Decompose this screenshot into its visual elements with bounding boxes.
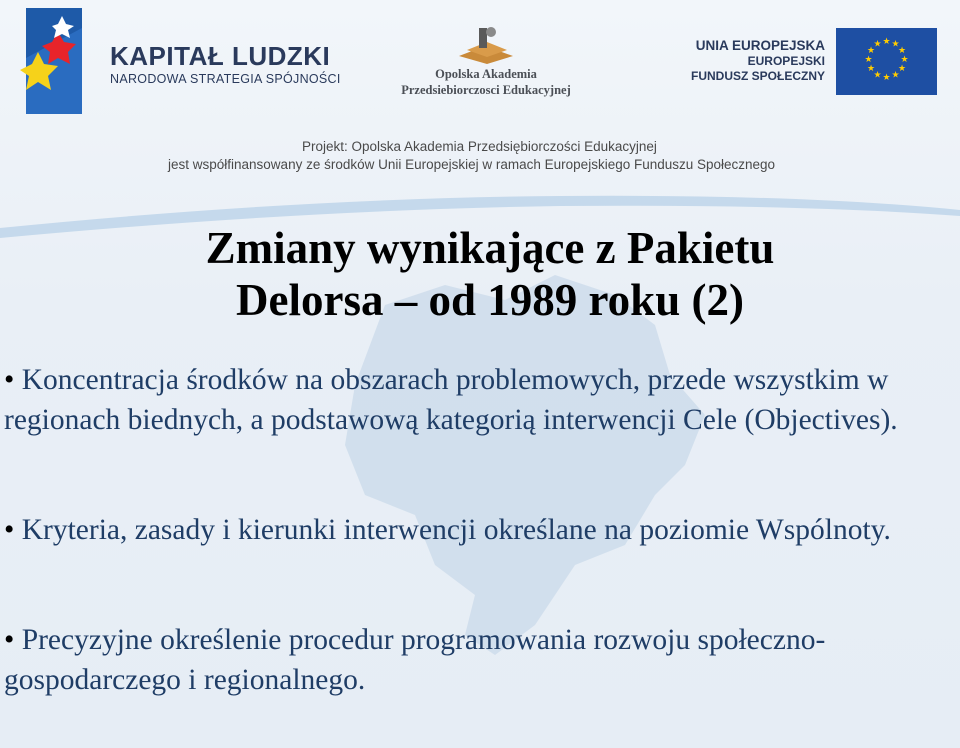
academy-logo [455, 26, 515, 68]
eu-fund-label-line2: FUNDUSZ SPOŁECZNY [690, 69, 825, 83]
kapital-ludzki-title: KAPITAŁ LUDZKI [110, 41, 331, 71]
bullet-item [4, 510, 956, 550]
svg-text:★: ★ [891, 70, 900, 81]
bullet-marker: • [4, 514, 15, 546]
project-statement-line2: jest współfinansowany ze środków Unii Europejskiej w ramach Europejskiego Funduszu Społecznego [168, 157, 776, 172]
svg-text:★: ★ [866, 46, 876, 56]
svg-text:★: ★ [897, 64, 907, 74]
bullet-item [4, 620, 956, 700]
svg-text:★: ★ [882, 37, 891, 47]
eu-flag-icon [836, 28, 937, 95]
eu-fund-label-line1: EUROPEJSKI [747, 54, 825, 68]
bullet-item [4, 360, 956, 440]
svg-text:★: ★ [873, 39, 882, 50]
svg-text:★: ★ [866, 64, 876, 74]
bullet-marker: • [4, 364, 15, 396]
academy-name-line1: Opolska Akademia [435, 67, 537, 81]
slide-title-line2: Delorsa – od 1989 roku (2) [236, 275, 744, 325]
kapital-ludzki-subtitle: NARODOWA STRATEGIA SPÓJNOŚCI [110, 72, 341, 86]
project-statement-line1: Projekt: Opolska Akademia Przedsiębiorczości Edukacyjnej [302, 139, 657, 154]
svg-text:★: ★ [864, 55, 873, 65]
svg-text:★: ★ [897, 46, 907, 56]
bullet-text: Kryteria, zasady i kierunki interwencji określane na poziomie Wspólnoty. [21, 514, 891, 546]
svg-text:★: ★ [873, 70, 882, 81]
bullet-text: Precyzyjne określenie procedur programowania rozwoju społeczno-gospodarczego i regionalnego. [4, 624, 826, 696]
svg-text:★: ★ [900, 55, 909, 65]
slide-title [0, 222, 960, 326]
svg-text:★: ★ [891, 39, 900, 50]
eu-text [688, 38, 825, 84]
bullet-marker: • [4, 624, 15, 656]
academy-text [388, 66, 584, 98]
svg-text:★: ★ [882, 73, 891, 83]
academy-name-line2: Przedsiebiorczosci Edukacyjnej [401, 83, 571, 97]
eu-union-label: UNIA EUROPEJSKA [695, 38, 825, 53]
kapital-ludzki-text [110, 42, 341, 86]
slide-title-line1: Zmiany wynikające z Pakietu [205, 223, 775, 273]
bullet-text: Koncentracja środków na obszarach problemowych, przede wszystkim w regionach biednych, a podstawową kategorią interwencji Cele (Objectives). [4, 364, 898, 436]
project-statement [168, 138, 808, 174]
kapital-ludzki-logo [18, 8, 84, 114]
